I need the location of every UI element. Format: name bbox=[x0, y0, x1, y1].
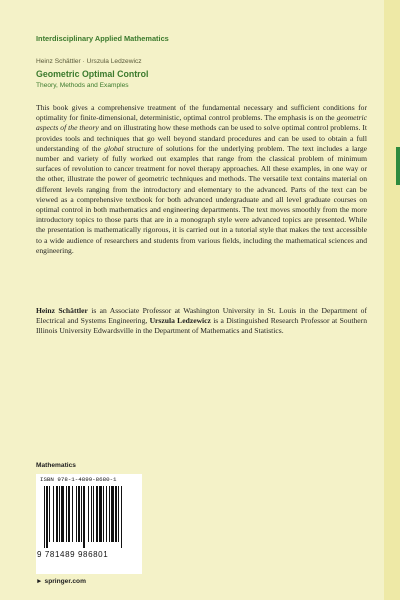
isbn-label: ISBN 978-1-4899-8680-1 bbox=[40, 476, 117, 483]
author2-name: Urszula Ledzewicz bbox=[149, 316, 211, 326]
subject-category: Mathematics bbox=[36, 462, 76, 469]
description-emphasis-2: global bbox=[104, 143, 124, 153]
barcode-number: 9 781489 986801 bbox=[37, 550, 109, 559]
green-edge-marker bbox=[396, 147, 400, 185]
book-title: Geometric Optimal Control bbox=[36, 69, 149, 79]
author1-bio: is an Associate Professor at Washington University in St. Louis in the Department of Electrical and Systems Engineering, bbox=[36, 306, 367, 326]
edge-band bbox=[384, 0, 400, 600]
barcode-icon bbox=[36, 486, 142, 550]
arrow-right-icon: ► bbox=[36, 578, 43, 585]
description-emphasis-1: geometric aspects of the theory bbox=[36, 113, 367, 133]
description-text-3: structure of solutions for the underlying problem. The text includes a large number and variety of fully worked out examples that range from the classical problem of minimum surfaces of revolution to cancer treatment for novel therapy approaches. All these examples, in one way or the other, illustrate the power of geometric techniques and methods. The versatile text contains material on different levels ranging from the introductory and elementary to the advanced. Parts of the text can be viewed as a comprehensive textbook for both advanced undergraduate and all level graduate courses on optimal control in both mathematics and engineering departments. The text moves smoothly from the more introductory topics to those parts that are in a monograph style were advanced topics are presented. While the presentation is mathematically rigorous, it is carried out in a tutorial style that makes the text accessible to a wide audience of researchers and students from various fields, including the mathematical sciences and engineering. bbox=[36, 143, 367, 255]
author2-bio: is a Distinguished Research Professor at Southern Illinois University Edwardsville in the Department of Mathematics and Statistics. bbox=[36, 316, 367, 336]
description-paragraph bbox=[36, 103, 367, 256]
book-subtitle: Theory, Methods and Examples bbox=[36, 82, 129, 89]
barcode-panel bbox=[36, 474, 142, 574]
publisher-website bbox=[36, 578, 86, 585]
author1-name: Heinz Schättler bbox=[36, 306, 88, 315]
author-bio-paragraph bbox=[36, 306, 367, 337]
authors-line: Heinz Schättler · Urszula Ledzewicz bbox=[36, 58, 142, 65]
website-label: springer.com bbox=[44, 578, 86, 585]
description-text-2: and on illustrating how these methods can be used to solve optimal control problems. It provides tools and techniques that go well beyond standard procedures and can be used to obtain a full understanding of the bbox=[36, 123, 367, 153]
description-text-1: This book gives a comprehensive treatment of the fundamental necessary and sufficient conditions for optimality for finite-dimensional, deterministic, optimal control problems. The emphasis is on the bbox=[36, 103, 367, 123]
series-title: Interdisciplinary Applied Mathematics bbox=[36, 34, 169, 43]
